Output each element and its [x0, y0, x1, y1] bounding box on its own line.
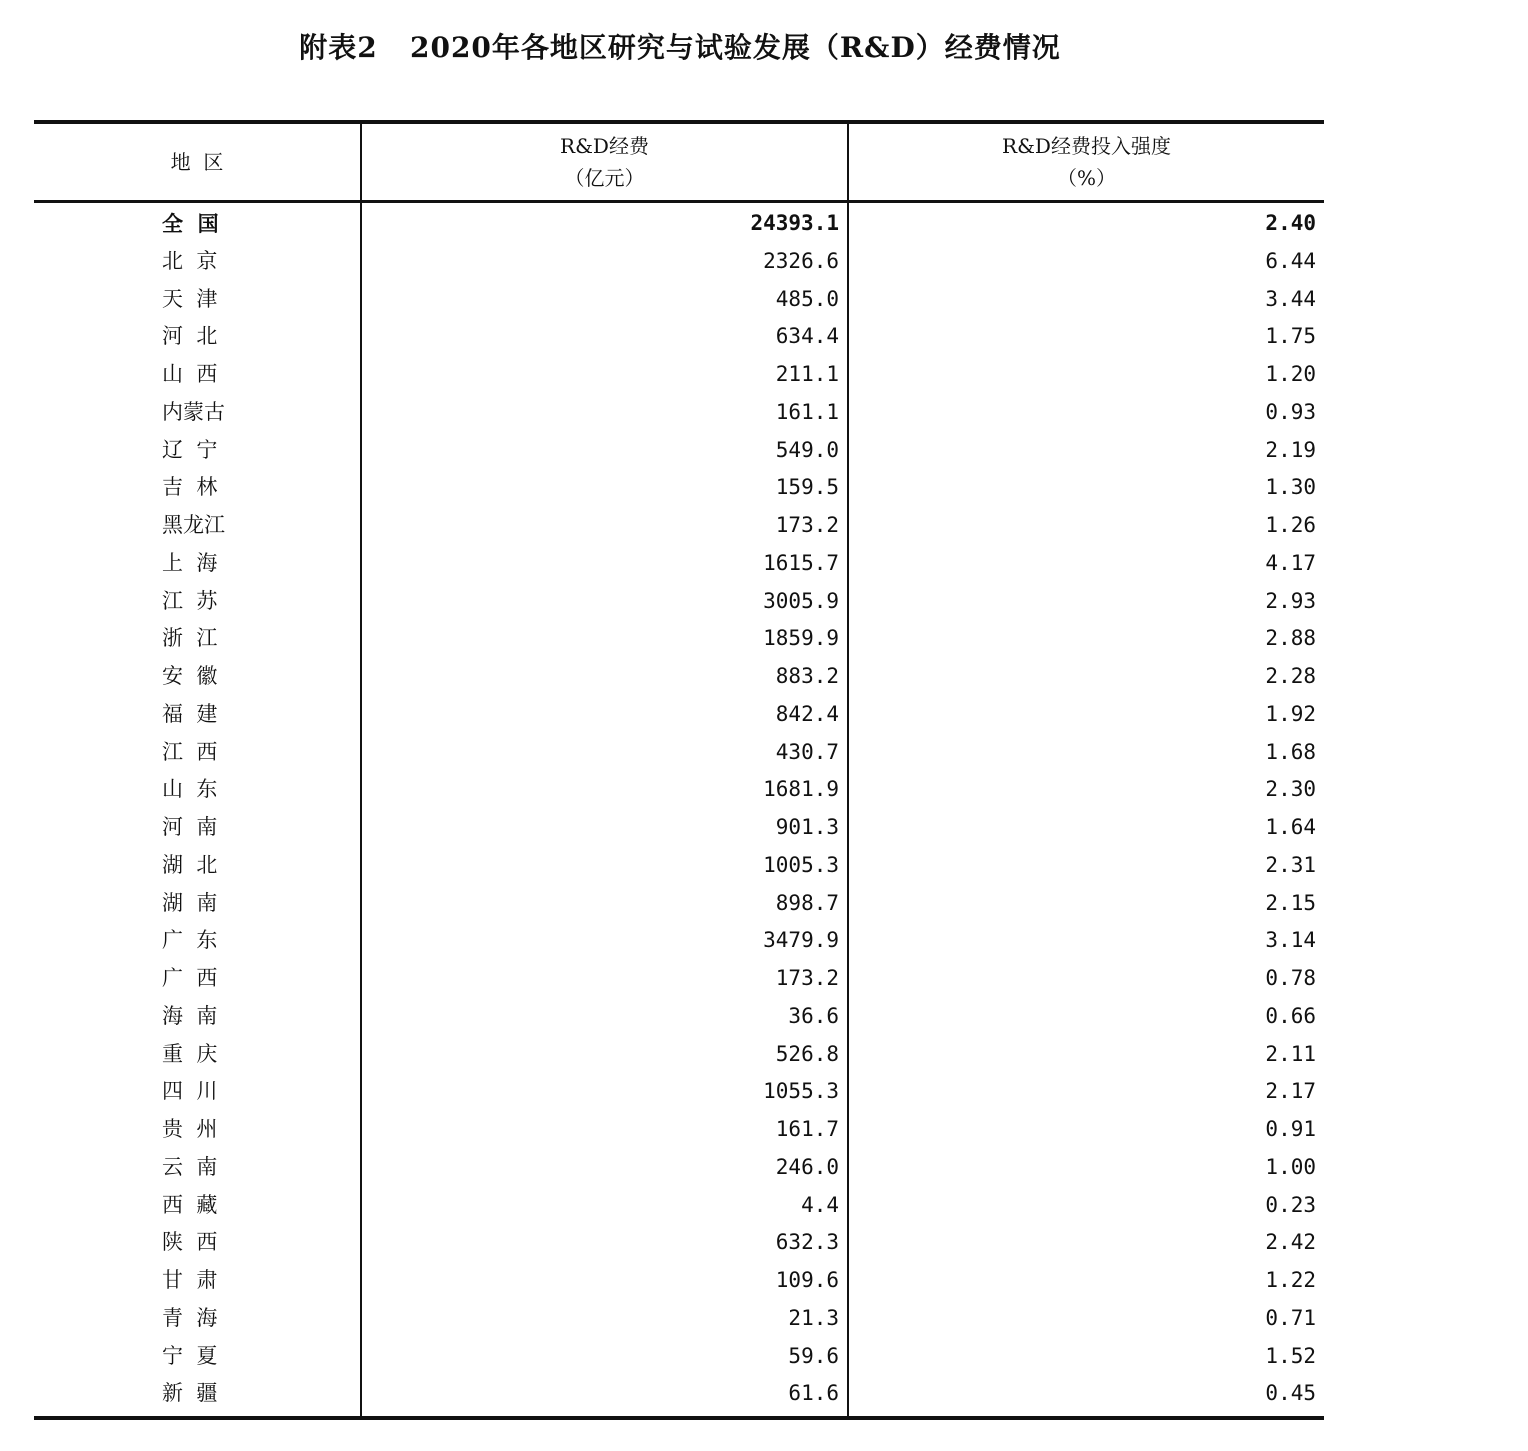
expenditure-cell: 61.6: [788, 1381, 839, 1406]
table-header: [34, 124, 1324, 203]
expenditure-cell: 898.7: [775, 890, 839, 915]
header-expenditure-label: R&D经费: [560, 134, 649, 158]
header-region-label: 地 区: [170, 150, 224, 174]
intensity-cell: 0.66: [1265, 1003, 1316, 1028]
region-cell: 浙 江: [162, 626, 218, 651]
intensity-cell: 2.19: [1265, 437, 1316, 462]
intensity-cell: 6.44: [1265, 248, 1316, 273]
intensity-cell: 1.26: [1265, 513, 1316, 537]
region-cell: 山 西: [162, 362, 218, 386]
expenditure-cell: 59.6: [788, 1343, 839, 1368]
intensity-cell: 2.15: [1265, 890, 1316, 915]
region-cell: 湖 南: [162, 890, 218, 915]
intensity-cell: 0.23: [1265, 1192, 1316, 1217]
region-cell: 吉 林: [162, 475, 218, 500]
intensity-cell: 2.88: [1265, 626, 1316, 651]
table-body: [34, 203, 1324, 1416]
region-cell: 天 津: [162, 286, 218, 311]
intensity-cell: 3.14: [1265, 928, 1316, 953]
expenditure-cell: 4.4: [801, 1192, 839, 1217]
intensity-cell: 2.31: [1265, 852, 1316, 877]
expenditure-cell: 430.7: [775, 739, 839, 764]
expenditure-cell: 1005.3: [763, 852, 839, 877]
intensity-cell: 0.91: [1265, 1117, 1316, 1141]
expenditure-cell: 161.1: [775, 399, 839, 424]
intensity-cell: 2.40: [1265, 211, 1316, 235]
expenditure-cell: 1055.3: [763, 1079, 839, 1104]
intensity-cell: 0.93: [1265, 399, 1316, 424]
region-cell: 重 庆: [162, 1041, 218, 1066]
header-region: [34, 124, 360, 200]
header-intensity-label: R&D经费投入强度: [1002, 134, 1171, 158]
intensity-cell: 0.78: [1265, 966, 1316, 990]
region-cell: 辽 宁: [162, 437, 218, 462]
expenditure-cell: 211.1: [775, 362, 839, 386]
region-cell: 西 藏: [162, 1192, 218, 1217]
expenditure-cell: 3479.9: [763, 928, 839, 953]
expenditure-cell: 246.0: [775, 1154, 839, 1179]
expenditure-cell: 634.4: [775, 324, 839, 349]
header-intensity-unit: （%）: [1056, 166, 1116, 190]
region-cell: 江 苏: [162, 588, 218, 613]
region-cell: 云 南: [162, 1154, 218, 1179]
expenditure-cell: 485.0: [775, 286, 839, 311]
expenditure-cell: 2326.6: [763, 248, 839, 273]
intensity-column: [847, 203, 1324, 1416]
region-cell: 陕 西: [162, 1230, 218, 1255]
expenditure-cell: 159.5: [775, 475, 839, 500]
expenditure-cell: 36.6: [788, 1003, 839, 1028]
intensity-cell: 1.64: [1265, 815, 1316, 839]
intensity-cell: 2.11: [1265, 1041, 1316, 1066]
region-cell: 河 南: [162, 815, 218, 839]
expenditure-cell: 1681.9: [763, 777, 839, 802]
intensity-cell: 2.28: [1265, 664, 1316, 688]
region-cell: 广 东: [162, 928, 218, 953]
intensity-cell: 2.42: [1265, 1230, 1316, 1255]
intensity-cell: 4.17: [1265, 550, 1316, 575]
expenditure-cell: 842.4: [775, 701, 839, 726]
region-cell: 河 北: [162, 324, 218, 349]
expenditure-cell: 901.3: [775, 815, 839, 839]
intensity-cell: 3.44: [1265, 286, 1316, 311]
intensity-cell: 1.75: [1265, 324, 1316, 349]
expenditure-cell: 632.3: [775, 1230, 839, 1255]
header-intensity: [847, 124, 1324, 200]
region-cell: 全 国: [162, 211, 219, 236]
intensity-cell: 1.30: [1265, 475, 1316, 500]
intensity-cell: 2.17: [1265, 1079, 1316, 1104]
page-title: 附表2 2020年各地区研究与试验发展（R&D）经费情况: [299, 31, 1061, 64]
region-cell: 青 海: [162, 1305, 218, 1330]
region-cell: 上 海: [162, 550, 218, 575]
region-cell: 北 京: [162, 248, 218, 273]
region-cell: 湖 北: [162, 852, 218, 877]
region-cell: 海 南: [162, 1003, 218, 1028]
region-cell: 福 建: [162, 701, 218, 726]
intensity-cell: 1.22: [1265, 1268, 1316, 1292]
region-cell: 黑龙江: [162, 513, 225, 537]
region-cell: 贵 州: [162, 1117, 218, 1141]
expenditure-cell: 173.2: [775, 513, 839, 537]
region-column: [34, 203, 360, 1416]
expenditure-column: [360, 203, 847, 1416]
intensity-cell: 0.45: [1265, 1381, 1316, 1406]
region-cell: 宁 夏: [162, 1343, 218, 1368]
region-cell: 四 川: [162, 1079, 218, 1104]
region-cell: 新 疆: [162, 1381, 218, 1406]
region-cell: 甘 肃: [162, 1268, 218, 1292]
header-expenditure: [360, 124, 847, 200]
intensity-cell: 0.71: [1265, 1305, 1316, 1330]
expenditure-cell: 549.0: [775, 437, 839, 462]
region-cell: 内蒙古: [162, 399, 225, 424]
rd-expenditure-table: [34, 120, 1324, 1420]
expenditure-cell: 3005.9: [763, 588, 839, 613]
intensity-cell: 1.52: [1265, 1343, 1316, 1368]
region-cell: 广 西: [162, 966, 218, 990]
region-cell: 山 东: [162, 777, 218, 802]
expenditure-cell: 1859.9: [763, 626, 839, 651]
expenditure-cell: 173.2: [775, 966, 839, 990]
intensity-cell: 1.68: [1265, 739, 1316, 764]
expenditure-cell: 883.2: [775, 664, 839, 688]
expenditure-cell: 109.6: [775, 1268, 839, 1292]
expenditure-cell: 1615.7: [763, 550, 839, 575]
intensity-cell: 1.92: [1265, 701, 1316, 726]
expenditure-cell: 526.8: [775, 1041, 839, 1066]
header-expenditure-unit: （亿元）: [564, 166, 645, 190]
region-cell: 江 西: [162, 739, 218, 764]
intensity-cell: 2.93: [1265, 588, 1316, 613]
intensity-cell: 1.20: [1265, 362, 1316, 386]
expenditure-cell: 21.3: [788, 1305, 839, 1330]
region-cell: 安 徽: [162, 664, 218, 688]
expenditure-cell: 161.7: [775, 1117, 839, 1141]
expenditure-cell: 24393.1: [750, 211, 839, 235]
intensity-cell: 1.00: [1265, 1154, 1316, 1179]
intensity-cell: 2.30: [1265, 777, 1316, 802]
